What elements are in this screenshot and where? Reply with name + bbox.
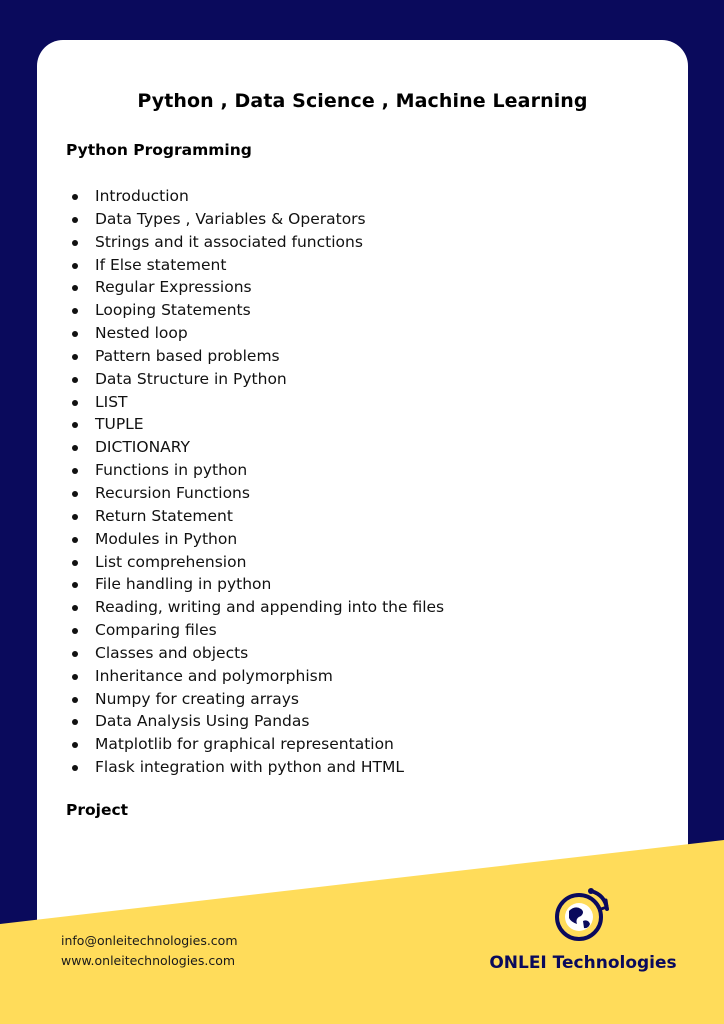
contact-website[interactable]: www.onleitechnologies.com xyxy=(61,953,236,968)
list-item: Classes and objects xyxy=(66,642,444,665)
list-item: Reading, writing and appending into the files xyxy=(66,596,444,619)
globe-icon xyxy=(551,885,613,945)
list-item: TUPLE xyxy=(66,413,444,436)
list-item: Comparing files xyxy=(66,619,444,642)
page-title: Python , Data Science , Machine Learning xyxy=(137,90,588,112)
list-item: Pattern based problems xyxy=(66,345,444,368)
list-item: Return Statement xyxy=(66,505,444,528)
topic-list xyxy=(66,185,444,779)
list-item: Introduction xyxy=(66,185,444,208)
list-item: Flask integration with python and HTML xyxy=(66,756,444,779)
list-item: If Else statement xyxy=(66,254,444,277)
list-item: Functions in python xyxy=(66,459,444,482)
list-item: List comprehension xyxy=(66,551,444,574)
list-item: Data Analysis Using Pandas xyxy=(66,710,444,733)
contact-email[interactable]: info@onleitechnologies.com xyxy=(61,933,238,948)
project-heading: Project xyxy=(66,801,129,819)
footer-band xyxy=(0,840,724,1024)
list-item: File handling in python xyxy=(66,573,444,596)
list-item: Modules in Python xyxy=(66,528,444,551)
list-item: Recursion Functions xyxy=(66,482,444,505)
list-item: Looping Statements xyxy=(66,299,444,322)
section-heading: Python Programming xyxy=(66,141,252,159)
list-item: Inheritance and polymorphism xyxy=(66,665,444,688)
list-item: Numpy for creating arrays xyxy=(66,688,444,711)
list-item: Matplotlib for graphical representation xyxy=(66,733,444,756)
list-item: Data Types , Variables & Operators xyxy=(66,208,444,231)
list-item: DICTIONARY xyxy=(66,436,444,459)
list-item: Regular Expressions xyxy=(66,276,444,299)
footer-yellow-shape xyxy=(0,840,724,1024)
list-item: Nested loop xyxy=(66,322,444,345)
list-item: LIST xyxy=(66,391,444,414)
list-item: Strings and it associated functions xyxy=(66,231,444,254)
brand-name: ONLEI Technologies xyxy=(489,953,677,973)
list-item: Data Structure in Python xyxy=(66,368,444,391)
